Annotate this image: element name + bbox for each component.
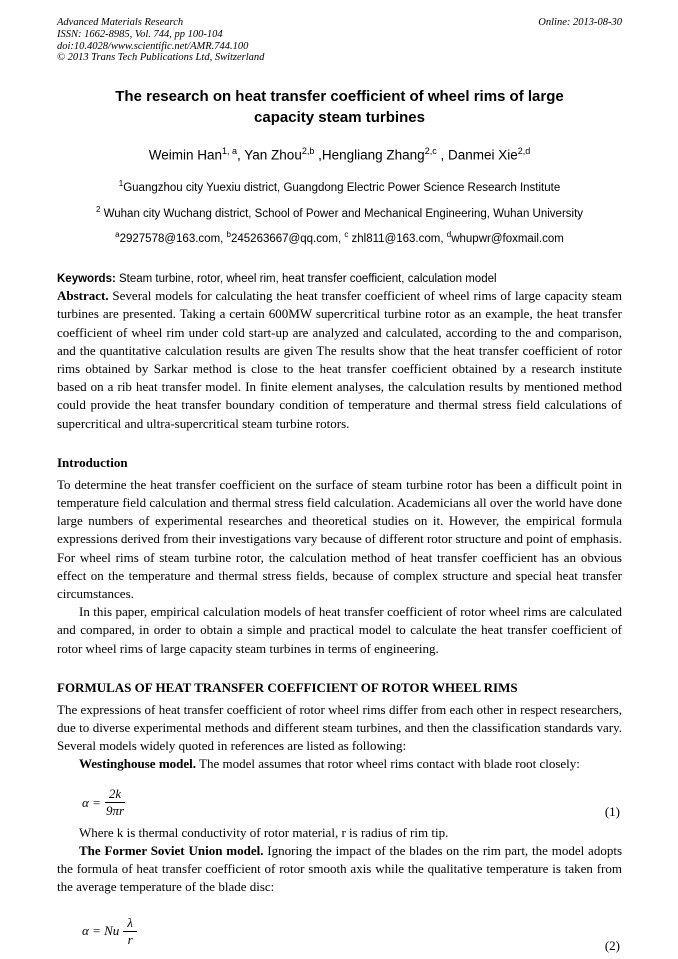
intro-paragraph-1: To determine the heat transfer coefficient on the surface of steam turbine rotor has been a difficult point in temperature field calculation and thermal stress field calculation. Academicians all over the world have done large numbers of experimental researches and theoretical studies on it. However, the empirical formula expressions derived from their investigations vary because of different rotor structure and point of emphasis. For wheel rims of steam turbine rotor, the calculation method of heat transfer coefficient has an obvious effect on the temperature and thermal stress fields, because of complex structure and special heat transfer circumstances. [57,476,622,602]
author-name: Weimin Han [148,147,222,163]
affiliation-text: Wuhan city Wuchang district, School of Power and Mechanical Engineering, Wuhan University [100,207,584,220]
where-line: Where k is thermal conductivity of rotor material, r is radius of rim tip. [79,824,449,840]
author-name: Danmei Xie [447,147,518,163]
westinghouse-label: Westinghouse model. [79,756,197,772]
abstract-text: Several models for calculating the heat transfer coefficient of wheel rims of large capacity steam turbines are presented. Taking a certain 600MW supercritical turbine rotor as an example, the heat transfer coefficient of wheel rim under cold start-up are analyzed and calculated, according to the and comparison, and the quantitative calculation results are given The results show that the heat transfer coefficient of rotor rims obtained by Sarkar method is close to the heat transfer coefficient obtained by a research institute based on a rib heat transfer model. In finite element analyses, the calculation results by mentioned method could provide the heat transfer boundary condition of temperature and thermal stress field calculations of supercritical and ultra-supercritical steam turbine rotors. [57,288,622,431]
affiliation-sup: 1 [118,178,124,188]
email-address: whupwr@foxmail.com [451,233,564,246]
journal-name: Advanced Materials Research [57,17,184,28]
equation-1-row [57,786,622,820]
equation-1 [82,787,125,819]
author-separator: , [436,147,448,163]
abstract-paragraph [57,287,622,433]
formulas-paragraph-1: The expressions of heat transfer coefficient of rotor wheel rims differ from each other in respect researchers, due to diverse experimental methods and different steam turbines, and then the classification standards vary. Several models widely quoted in references are listed as following: [57,701,622,754]
equation-1-numerator: 2k [105,787,125,803]
keywords-text: Steam turbine, rotor, wheel rim, heat transfer coefficient, calculation model [115,273,497,286]
equation-2-denominator: r [127,931,133,947]
email-sup: a [115,230,120,240]
abstract-label: Abstract. [57,288,109,304]
equation-1-number: (1) [604,803,620,819]
email-address: 245263667@qq.com [231,233,338,246]
issn-line: ISSN: 1662-8985, Vol. 744, pp 100-104 [57,28,223,40]
affiliation-1 [57,173,622,199]
westinghouse-paragraph [57,755,622,773]
author-line [57,141,622,166]
equation-1-lhs: α = [82,794,101,810]
author-name: Hengliang Zhang [321,147,425,163]
equation-1-fraction [105,787,125,819]
intro-paragraph-2: In this paper, empirical calculation models of heat transfer coefficient of rotor wheel rims are calculated and compared, in order to obtain a simple and practical model to calculate the heat transfer coefficient of rotor wheel rims of large capacity steam turbines in terms of engineering. [57,604,622,656]
keywords-label: Keywords: [57,273,116,286]
email-sup: b [226,230,231,240]
affiliation-sup: 2 [95,204,101,214]
paper-title: The research on heat transfer coefficient of wheel rims of large capacity steam turbines [115,88,564,127]
author-sup: 2,d [517,146,531,157]
email-separator: , [220,233,227,246]
author-separator: , [314,147,322,163]
section-heading-formulas: FORMULAS OF HEAT TRANSFER COEFFICIENT OF ROTOR WHEEL RIMS [57,679,518,695]
equation-2-fraction [123,916,137,948]
author-name: Yan Zhou [244,147,302,163]
affiliation-text: Guangzhou city Yuexiu district, Guangdong Electric Power Science Research Institute [123,181,561,194]
keywords-line [57,272,622,287]
equation-2-numerator: λ [123,916,137,932]
affiliations-block [57,173,622,250]
email-address: zhl811@163.com [348,233,441,246]
email-address: 2927578@163.com [119,233,221,246]
publication-header [57,17,622,64]
copyright-line: © 2013 Trans Tech Publications Ltd, Switzerland [57,52,265,64]
equation-2-row [57,914,622,954]
equation-2-lhs: α = Nu [82,923,120,939]
email-separator: , [337,233,345,246]
author-sup: 1, a [222,146,238,157]
email-sup: c [344,230,349,240]
soviet-text: Ignoring the impact of the blades on the rim part, the model adopts the formula of heat transfer coefficient of rotor smooth axis while the qualitative temperature is taken from the average temperature of the blade disc: [57,842,623,895]
westinghouse-text: The model assumes that rotor wheel rims contact with blade root closely: [196,756,580,772]
online-date: Online: 2013-08-30 [538,17,622,28]
equation-2 [82,916,137,948]
author-separator: , [237,147,245,163]
doi-line: doi:10.4028/www.scientific.net/AMR.744.100 [57,40,249,52]
email-separator: , [440,233,447,246]
author-sup: 2,c [424,146,437,157]
soviet-paragraph [57,842,622,897]
soviet-label: The Former Soviet Union model. [79,842,264,858]
email-line [57,224,622,250]
publication-info [57,17,264,64]
email-sup: d [446,230,452,240]
equation-1-denominator: 9πr [105,803,125,819]
affiliation-2 [57,199,622,225]
author-sup: 2,b [301,146,315,157]
section-heading-introduction: Introduction [57,454,128,470]
equation-2-number: (2) [604,938,620,954]
